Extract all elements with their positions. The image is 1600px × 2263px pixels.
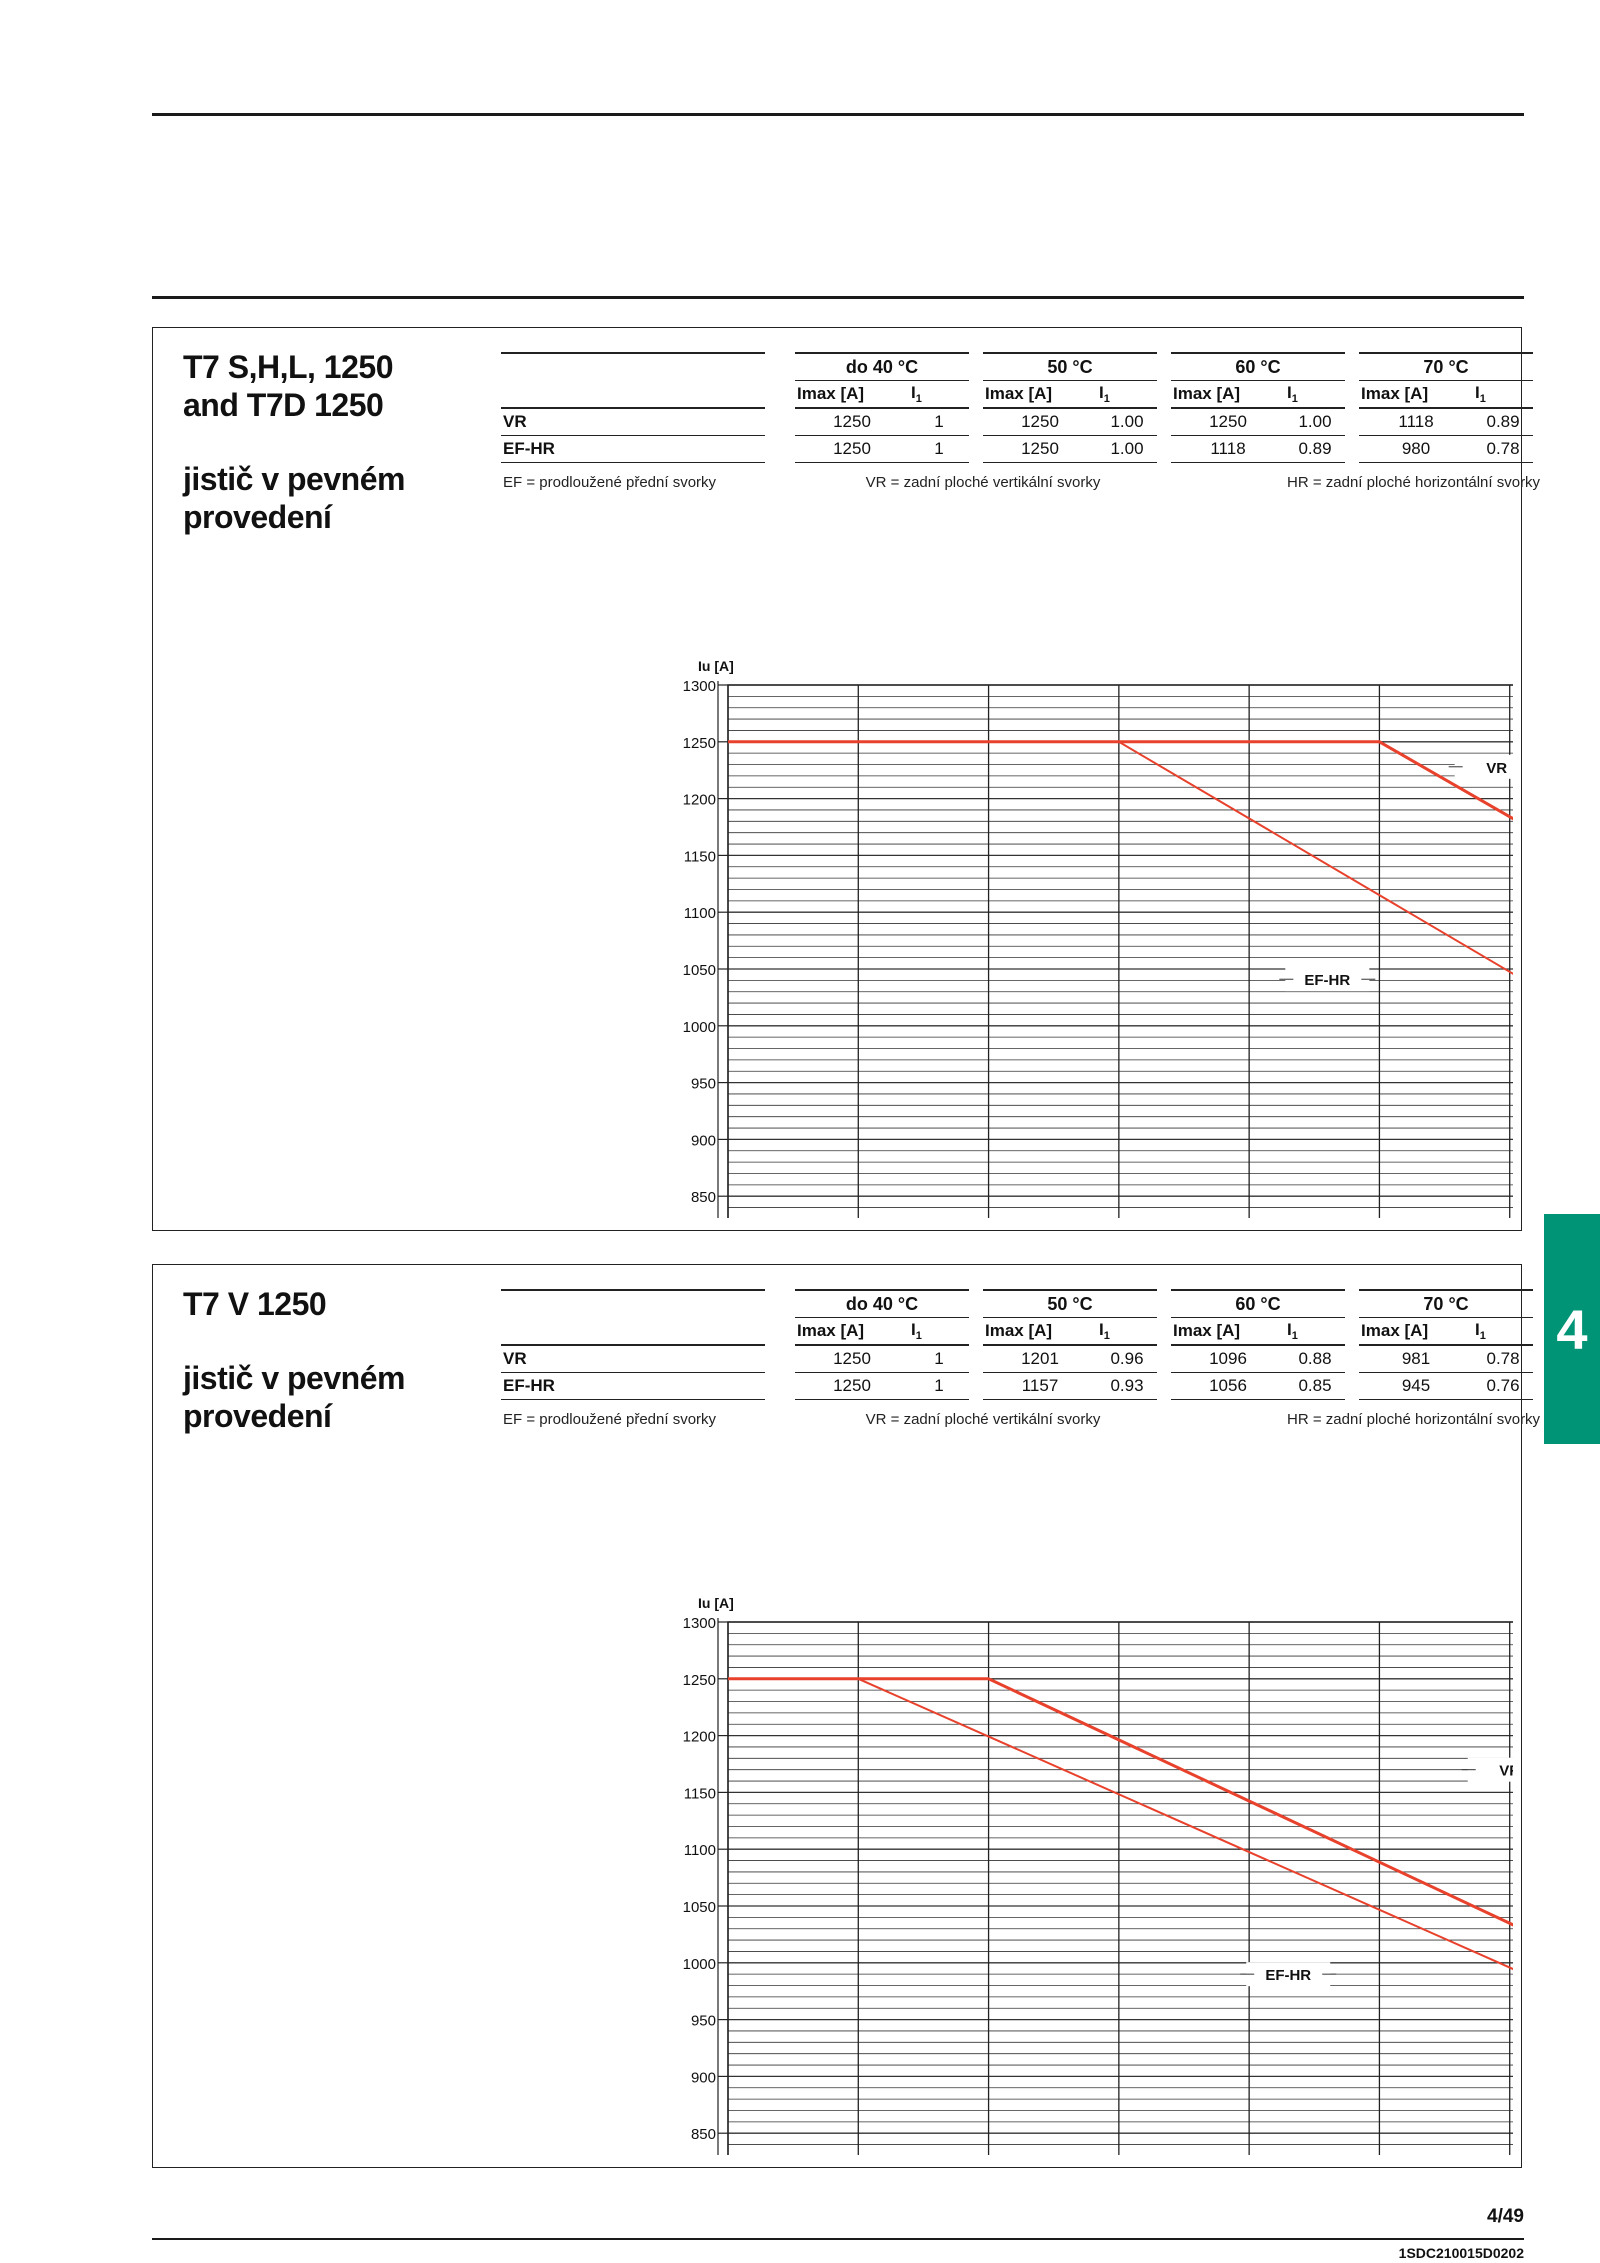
cell: 1 bbox=[909, 436, 969, 463]
cell: 980 bbox=[1359, 436, 1473, 463]
footer-rule bbox=[152, 2238, 1524, 2240]
y-tick-label: 1200 bbox=[682, 791, 716, 809]
col-i1: $I_1$ bbox=[1473, 381, 1533, 409]
chapter-tab bbox=[1544, 1214, 1600, 1444]
panel-t7-v bbox=[152, 1264, 1541, 2168]
col-i1: $I_1$ bbox=[1285, 381, 1345, 409]
page-number: 4/49 bbox=[1487, 2206, 1524, 2227]
col-i1: $I_1$ bbox=[909, 1318, 969, 1346]
derating-chart bbox=[513, 1505, 1513, 2160]
col-imax: Imax [A] bbox=[1359, 1318, 1473, 1346]
cell: 1 bbox=[909, 1345, 969, 1373]
y-tick-label: 1300 bbox=[682, 1615, 716, 1632]
y-tick-label: 1050 bbox=[682, 1899, 716, 1916]
panel-t7-shl bbox=[152, 327, 1541, 1231]
y-axis-label: Iu [A] bbox=[698, 1595, 734, 1611]
y-tick-label: 900 bbox=[690, 1132, 716, 1150]
col-i1: $I_1$ bbox=[1097, 381, 1157, 409]
series-label: EF-HR bbox=[1265, 1967, 1312, 1985]
plot-frame bbox=[728, 685, 1513, 1218]
note-hr: HR = zadní ploché horizontální svorky bbox=[1287, 1410, 1541, 1428]
col-imax: Imax [A] bbox=[795, 381, 909, 409]
cell: 1.00 bbox=[1285, 408, 1345, 436]
temp-header: 50 °C bbox=[983, 1290, 1157, 1318]
cell: 1250 bbox=[983, 436, 1097, 463]
top-rule bbox=[152, 113, 1524, 116]
row-label: VR bbox=[501, 1345, 765, 1373]
product-title: T7 V 1250 bbox=[183, 1286, 327, 1322]
temp-header: 70 °C bbox=[1359, 353, 1533, 381]
col-imax: Imax [A] bbox=[983, 381, 1097, 409]
cell: 1157 bbox=[983, 1373, 1097, 1400]
series-label: VR bbox=[1486, 759, 1508, 777]
cell: 1 bbox=[909, 408, 969, 436]
y-tick-label: 1250 bbox=[682, 734, 716, 752]
y-tick-label: 1050 bbox=[682, 962, 716, 979]
cell: 1250 bbox=[983, 408, 1097, 436]
col-imax: Imax [A] bbox=[795, 1318, 909, 1346]
y-tick-label: 900 bbox=[690, 2069, 716, 2087]
derating-table bbox=[501, 1289, 1541, 1432]
y-tick-label: 1000 bbox=[682, 1955, 716, 1973]
derating-chart-svg bbox=[513, 568, 1513, 1218]
panel-title bbox=[183, 1285, 473, 1435]
cell: 1.00 bbox=[1097, 408, 1157, 436]
cell: 1056 bbox=[1171, 1373, 1285, 1400]
table-row bbox=[501, 436, 1533, 463]
cell: 0.89 bbox=[1285, 436, 1345, 463]
series-line-ef-hr bbox=[728, 1679, 1513, 2025]
derating-table bbox=[501, 352, 1541, 495]
cell: 0.93 bbox=[1097, 1373, 1157, 1400]
cell: 0.89 bbox=[1473, 408, 1533, 436]
cell: 0.78 bbox=[1473, 1345, 1533, 1373]
col-i1: $I_1$ bbox=[1285, 1318, 1345, 1346]
derating-chart-svg bbox=[513, 1505, 1513, 2155]
cell: 1118 bbox=[1171, 436, 1285, 463]
series-line-ef-hr bbox=[728, 742, 1513, 1049]
derating-chart bbox=[513, 568, 1513, 1223]
temp-header: do 40 °C bbox=[795, 1290, 969, 1318]
note-vr: VR = zadní ploché vertikální svorky bbox=[865, 1410, 1101, 1428]
col-i1: $I_1$ bbox=[1473, 1318, 1533, 1346]
cell: 0.85 bbox=[1285, 1373, 1345, 1400]
row-label: EF-HR bbox=[501, 436, 765, 463]
y-tick-label: 1000 bbox=[682, 1018, 716, 1036]
y-tick-label: 1300 bbox=[682, 678, 716, 695]
y-tick-label: 850 bbox=[690, 2126, 716, 2144]
product-subtitle: jistič v pevném provedení bbox=[183, 1360, 405, 1434]
note-vr: VR = zadní ploché vertikální svorky bbox=[865, 473, 1101, 491]
y-tick-label: 1100 bbox=[683, 1842, 716, 1860]
cell: 0.76 bbox=[1473, 1373, 1533, 1400]
y-tick-label: 1200 bbox=[682, 1728, 716, 1746]
y-tick-label: 950 bbox=[690, 2012, 716, 2030]
series-label: V bbox=[1499, 1762, 1510, 1780]
cell: 1.00 bbox=[1097, 436, 1157, 463]
cell: 1250 bbox=[795, 1373, 909, 1400]
col-i1: $I_1$ bbox=[909, 381, 969, 409]
cell: 945 bbox=[1359, 1373, 1473, 1400]
temp-header: 60 °C bbox=[1171, 1290, 1345, 1318]
col-i1: $I_1$ bbox=[1097, 1318, 1157, 1346]
cell: 0.78 bbox=[1473, 436, 1533, 463]
section-rule bbox=[152, 296, 1524, 299]
cell: 981 bbox=[1359, 1345, 1473, 1373]
cell: 1250 bbox=[795, 436, 909, 463]
temp-header: do 40 °C bbox=[795, 353, 969, 381]
product-subtitle: jistič v pevném provedení bbox=[183, 461, 405, 535]
plot-frame bbox=[728, 1622, 1513, 2155]
document-code: 1SDC210015D0202 bbox=[1398, 2245, 1524, 2261]
table-row bbox=[501, 1373, 1533, 1400]
cell: 1118 bbox=[1359, 408, 1473, 436]
table-row bbox=[501, 1345, 1533, 1373]
cell: 1250 bbox=[1171, 408, 1285, 436]
note-hr: HR = zadní ploché horizontální svorky bbox=[1287, 473, 1541, 491]
chapter-number: 4 bbox=[1556, 1297, 1588, 1361]
cell: 1201 bbox=[983, 1345, 1097, 1373]
cell: 1250 bbox=[795, 1345, 909, 1373]
col-imax: Imax [A] bbox=[983, 1318, 1097, 1346]
row-label: EF-HR bbox=[501, 1373, 765, 1400]
y-tick-label: 1150 bbox=[683, 848, 716, 866]
col-imax: Imax [A] bbox=[1359, 381, 1473, 409]
series-label: EF-HR bbox=[1304, 972, 1351, 990]
note-ef: EF = prodloužené přední svorky bbox=[503, 473, 717, 491]
row-label: VR bbox=[501, 408, 765, 436]
product-title: T7 S,H,L, 1250 and T7D 1250 bbox=[183, 349, 393, 423]
y-tick-label: 1250 bbox=[682, 1671, 716, 1689]
y-tick-label: 1150 bbox=[683, 1785, 716, 1803]
col-imax: Imax [A] bbox=[1171, 1318, 1285, 1346]
y-tick-label: 1100 bbox=[683, 905, 716, 923]
col-imax: Imax [A] bbox=[1171, 381, 1285, 409]
panel-title bbox=[183, 348, 473, 536]
cell: 0.88 bbox=[1285, 1345, 1345, 1373]
y-axis-label: Iu [A] bbox=[698, 658, 734, 674]
y-tick-label: 850 bbox=[690, 1189, 716, 1207]
table-row bbox=[501, 408, 1533, 436]
temp-header: 60 °C bbox=[1171, 353, 1345, 381]
y-tick-label: 950 bbox=[690, 1075, 716, 1093]
cell: 1250 bbox=[795, 408, 909, 436]
temp-header: 50 °C bbox=[983, 353, 1157, 381]
cell: 1096 bbox=[1171, 1345, 1285, 1373]
cell: 0.96 bbox=[1097, 1345, 1157, 1373]
temp-header: 70 °C bbox=[1359, 1290, 1533, 1318]
note-ef: EF = prodloužené přední svorky bbox=[503, 1410, 717, 1428]
cell: 1 bbox=[909, 1373, 969, 1400]
